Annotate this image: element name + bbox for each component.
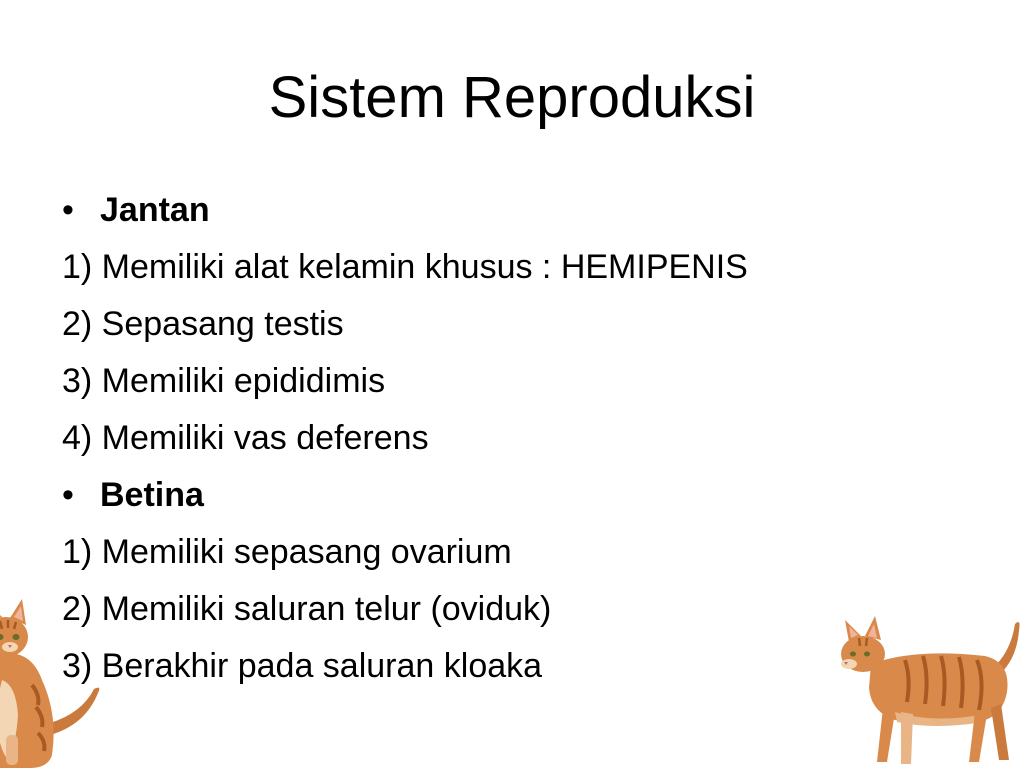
list-item: 3) Memiliki epididimis	[62, 362, 386, 400]
bullet-heading-betina	[62, 469, 962, 526]
slide-content	[62, 184, 962, 697]
bullet-heading-jantan	[62, 184, 962, 241]
section-heading: Betina	[100, 476, 204, 514]
sitting-cat-image	[0, 585, 120, 768]
slide-title: Sistem Reproduksi	[268, 65, 756, 130]
list-item: 1) Memiliki sepasang ovarium	[62, 533, 512, 571]
section-heading: Jantan	[100, 191, 210, 229]
list-item: 4) Memiliki vas deferens	[62, 419, 429, 457]
list-item: 1) Memiliki alat kelamin khusus : HEMIPENIS	[62, 248, 748, 286]
walking-cat-image	[835, 612, 1024, 768]
cat-icon	[841, 616, 1020, 764]
list-item: 2) Sepasang testis	[62, 305, 344, 343]
cat-icon	[0, 599, 99, 768]
bullet-dot-icon: •	[62, 476, 74, 514]
list-item: 2) Memiliki saluran telur (oviduk)	[62, 590, 552, 628]
list-item: 3) Berakhir pada saluran kloaka	[62, 647, 543, 685]
bullet-dot-icon: •	[62, 191, 74, 229]
